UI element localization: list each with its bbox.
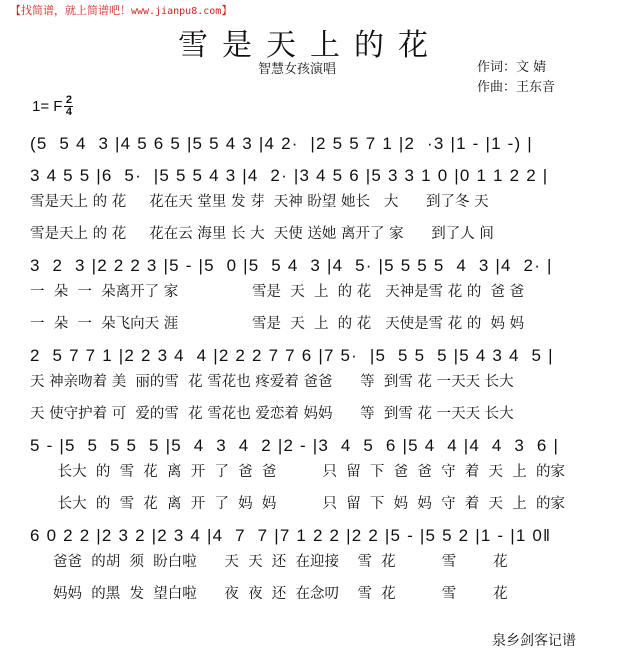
lyric-verse-2: 长大 的 雪 花 离 开 了 妈 妈 只 留 下 妈 妈 守 着 天 上 的家 (30, 496, 565, 512)
lyricist-line (477, 58, 555, 78)
banner-close: 】 (221, 4, 233, 17)
staff-line-6 (30, 525, 610, 604)
time-sig-bottom: 4 (65, 106, 72, 118)
lyric-verse-1: 天 神亲吻着 美 丽的雪 花 雪花也 疼爱着 爸爸 等 到雪 花 一天天 长大 (30, 374, 514, 390)
lyric-verse-2: 雪是天上 的 花 花在云 海里 长 大 天使 送她 离开了 家 到了人 间 (30, 226, 494, 242)
banner-url[interactable]: www.jianpu8.com (131, 6, 222, 17)
notes-row: 5 - |5 5 5 5 5 |5 4 3 4 2 |2 - |3 4 5 6 |5 4 4 |4 4 3 6 | (30, 436, 560, 455)
lyricist: 文 婧 (516, 60, 547, 75)
credits (477, 58, 555, 98)
notes-row: 2 5 7 7 1 |2 2 3 4 4 |2 2 2 7 7 6 |7 5· |5 5 5 5 |5 4 3 4 5 | (30, 346, 554, 365)
lyricist-label: 作词： (477, 60, 517, 75)
staff-line-5 (30, 435, 610, 514)
notes-row: 3 2 3 |2 2 2 3 |5 - |5 0 |5 5 4 3 |4 5· |5 5 5 5 4 3 |4 2· | (30, 256, 553, 275)
staff-line-4 (30, 345, 610, 424)
notes-row: 3 4 5 5 |6 5· |5 5 5 4 3 |4 2· |3 4 5 6 |5 3 3 1 0 |0 1 1 2 2 | (30, 166, 549, 185)
lyric-verse-1: 长大 的 雪 花 离 开 了 爸 爸 只 留 下 爸 爸 守 着 天 上 的家 (30, 464, 565, 480)
staff-line-2 (30, 165, 610, 244)
lyric-verse-2: 妈妈 的黑 发 望白啦 夜 夜 还 在念叨 雪 花 雪 花 (30, 586, 508, 602)
composer: 王东音 (516, 80, 556, 95)
key-label: 1= F (32, 98, 63, 115)
lyric-verse-2: 天 使守护着 可 爱的雪 花 雪花也 爱恋着 妈妈 等 到雪 花 一天天 长大 (30, 406, 514, 422)
time-signature (64, 95, 73, 118)
staff-line-3 (30, 255, 610, 334)
composer-label: 作曲： (477, 80, 517, 95)
lyric-verse-2: 一 朵 一 朵飞向天 涯 雪是 天 上 的 花 天使是雪 花 的 妈 妈 (30, 316, 525, 332)
composer-line (477, 78, 555, 98)
song-title: 雪是天上的花 (178, 28, 442, 63)
site-banner (10, 2, 232, 18)
time-sig-top: 2 (65, 94, 72, 106)
lyric-verse-1: 爸爸 的胡 须 盼白啦 天 天 还 在迎接 雪 花 雪 花 (30, 554, 508, 570)
lyric-verse-1: 一 朵 一 朵离开了 家 雪是 天 上 的 花 天神是雪 花 的 爸 爸 (30, 284, 525, 300)
banner-text: 【找简谱，就上简谱吧！ (10, 4, 131, 17)
performer: 智慧女孩演唱 (258, 62, 337, 77)
lyric-verse-1: 雪是天上 的 花 花在天 堂里 发 芽 天神 盼望 她长 大 到了冬 天 (30, 194, 489, 210)
notes-row: (5 5 4 3 |4 5 6 5 |5 5 4 3 |4 2· |2 5 5 7 1 |2 ·3 |1 - |1 -) | (30, 134, 533, 153)
key-signature (32, 95, 73, 118)
notes-row: 6 0 2 2 |2 3 2 |2 3 4 |4 7 7 |7 1 2 2 |2 2 |5 - |5 5 2 |1 - |1 0‖ (30, 526, 552, 545)
transcriber-credit: 泉乡剑客记谱 (492, 633, 576, 649)
staff-line-1 (30, 133, 610, 155)
